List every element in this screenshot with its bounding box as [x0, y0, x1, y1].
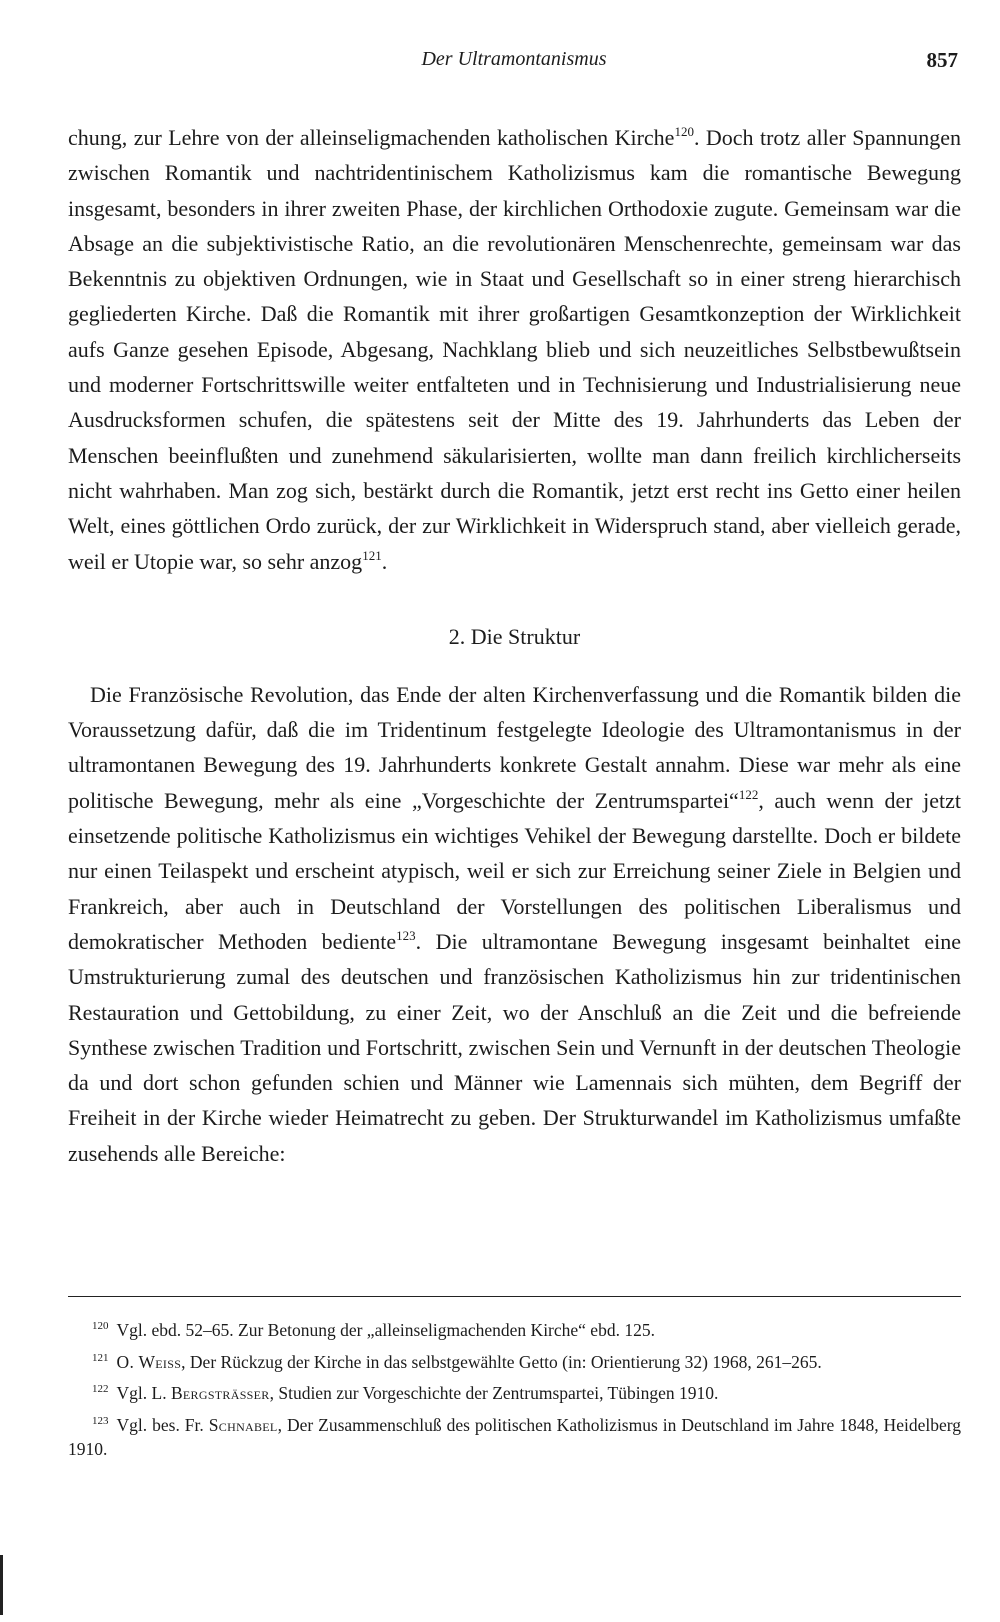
running-title: Der Ultramontanismus — [421, 48, 607, 70]
footnote-ref-122[interactable]: 122 — [738, 786, 759, 802]
footnote-text: , Der Zusammenschluß des politischen Katholizismus in Deutschland im Jahre 1848, Heidelberg 1910. — [68, 1414, 961, 1459]
footnote-121 — [68, 1350, 961, 1375]
page-number: 857 — [926, 48, 958, 72]
footnote-text: , Der Rückzug der Kirche in das selbstgewählte Getto (in: Orientierung 32) 1968, 261–265. — [181, 1351, 822, 1372]
footnote-122 — [68, 1381, 961, 1406]
footnote-123 — [68, 1413, 961, 1462]
footnote-ref-121[interactable]: 121 — [362, 547, 382, 563]
paragraph-1-text-a: chung, zur Lehre von der alleinseligmachenden katholischen Kirche — [68, 125, 675, 150]
footnote-ref-120[interactable]: 120 — [674, 124, 694, 139]
scan-edge-mark — [0, 1555, 3, 1615]
footnote-text: Vgl. ebd. 52–65. Zur Betonung der „alleinseligmachenden Kirche“ ebd. 125. — [116, 1320, 655, 1340]
footnote-ref-123[interactable]: 123 — [396, 927, 416, 943]
footnote-author: O. Weiss — [116, 1351, 182, 1372]
footnote-prefix: Vgl. L. — [116, 1383, 171, 1403]
footnote-author: Bergsträsser — [170, 1383, 270, 1403]
footnote-120 — [68, 1318, 961, 1343]
footnote-prefix: Vgl. bes. Fr. — [116, 1414, 209, 1435]
footnote-author: Schnabel — [208, 1414, 278, 1435]
footnote-text: , Studien zur Vorgeschichte der Zentrumspartei, Tübingen 1910. — [269, 1383, 719, 1403]
paragraph-1-text-b: . Doch trotz aller Spannungen zwischen Romantik und nachtridentinischem Katholizismus kam die romantische Bewegung insgesamt, besonders in ihrer zweiten Phase, der kirchlichen Orthodoxie zugute. Gemeinsam war die Absage an die subjektivistische Ratio, an die revolutionären Menschenrechte, gemeinsam war das Bekenntnis zu objektiven Ordnungen, wie in Staat und Gesellschaft so in einer streng hierarchisch gegliederten Kirche. Daß die Romantik mit ihrer großartigen Gesamtkonzeption der Wirklichkeit aufs Ganze gesehen Episode, Abgesang, Nachklang blieb und sich neuzeitliches Selbstbewußtsein und moderner Fortschrittswille weiter entfalteten und in Technisierung und Industrialisierung neue Ausdrucksformen schufen, die spätestens seit der Mitte des 19. Jahrhunderts das Leben der Menschen beeinflußten und zunehmend säkularisierten, wollte man dann freilich kirchlicherseits nicht wahrhaben. Man zog sich, bestärkt durch die Romantik, jetzt erst recht ins Getto einer heilen Welt, eines göttlichen Ordo zurück, der zur Wirklichkeit in Widerspruch stand, aber vielleich gerade, weil er Utopie war, so sehr anzog — [68, 125, 961, 574]
footnote-number: 121 — [92, 1351, 109, 1364]
paragraph-2 — [68, 677, 961, 1171]
footnote-number: 122 — [92, 1383, 109, 1395]
section-heading: 2. Die Struktur — [448, 623, 581, 649]
footnote-divider — [68, 1296, 961, 1297]
paragraph-2-text-c: . Die ultramontane Bewegung insgesamt beinhaltet eine Umstrukturierung zumal des deutschen und französischen Katholizismus hin zur tridentinischen Restauration und Gettobildung, zu einer Zeit, wo der Anschluß an die Zeit und die befreiende Synthese zwischen Tradition und Fortschritt, zwischen Sein und Vernunft in der deutschen Theologie da und dort schon gefunden schien und Männer wie Lamennais sich mühten, dem Begriff der Freiheit in der Kirche wieder Heimatrecht zu geben. Der Strukturwandel im Katholizismus umfaßte zusehends alle Bereiche: — [68, 928, 961, 1166]
body-text — [68, 120, 961, 1171]
paragraph-2-text-b: , auch wenn der jetzt einsetzende politische Katholizismus ein wichtiges Vehikel der Bewegung darstellte. Doch er bildete nur einen Teilaspekt und erscheint atypisch, weil er sich zur Erreichung seiner Ziele in Belgien und Frankreich, aber auch in Deutschland der Vorstellungen des politischen Liberalismus und demokratischer Methoden bediente — [68, 787, 962, 954]
paragraph-1 — [68, 120, 961, 579]
footnotes — [68, 1318, 961, 1469]
paragraph-2-text-a: Die Französische Revolution, das Ende der alten Kirchenverfassung und die Romantik bilden die Voraussetzung dafür, daß die im Tridentinum festgelegte Ideologie des Ultramontanismus in der ultramontanen Bewegung des 19. Jahrhunderts konkrete Gestalt annahm. Diese war mehr als eine politische Bewegung, mehr als eine „Vorgeschichte der Zentrumspartei“ — [68, 681, 961, 813]
paragraph-1-text-c: . — [381, 548, 388, 574]
footnote-number: 123 — [92, 1414, 109, 1427]
page-header — [70, 48, 958, 78]
footnote-number: 120 — [92, 1320, 109, 1332]
